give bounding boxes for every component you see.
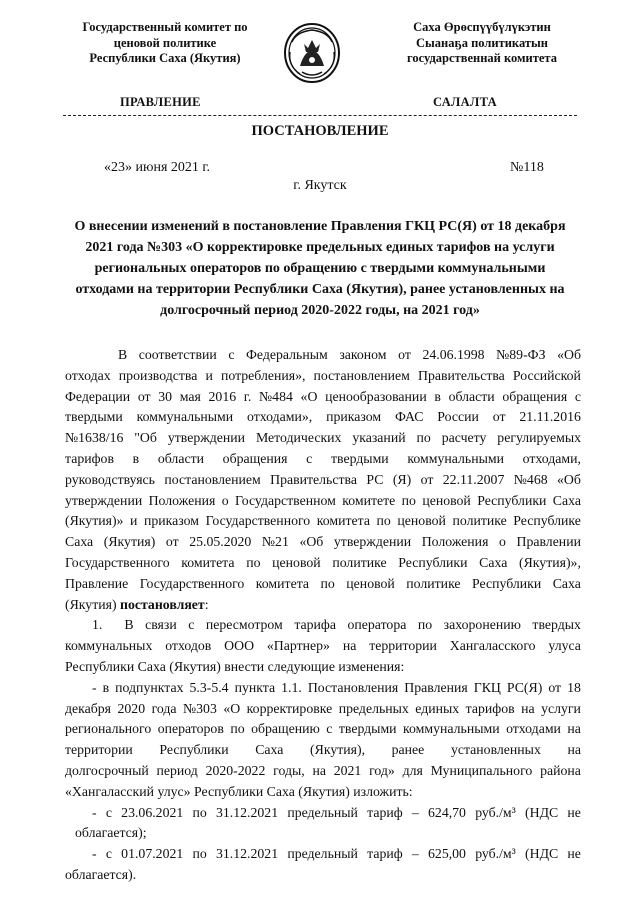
body-word: захоронению — [443, 617, 521, 633]
title-line: 2021 года №303 «О корректировке предельных единых тарифов на услуги — [85, 240, 555, 255]
body-word: №484 — [259, 388, 293, 404]
body-word: оператора — [347, 617, 407, 633]
item-line — [65, 615, 581, 636]
body-word: от — [492, 409, 506, 425]
body-word: Саха — [552, 575, 581, 591]
body-word: отходами — [506, 721, 561, 737]
body-word: тарифа — [294, 617, 336, 633]
body-word: руб./м³ — [475, 804, 516, 820]
body-word: 21.11.2016 — [519, 409, 581, 425]
body-word: (Якутия) — [103, 534, 156, 550]
body-text: Республики Саха (Якутия) внести следующие изменения: — [65, 658, 405, 674]
body-word: на — [567, 721, 581, 737]
body-word: 30 — [158, 388, 173, 404]
body-word: указаний — [352, 430, 406, 446]
body-line — [65, 636, 581, 657]
body-word: Государственного — [139, 575, 245, 591]
body-line — [65, 491, 581, 512]
body-word: твердыми — [338, 721, 397, 737]
body-word: от — [398, 347, 411, 362]
body-word: Республики — [477, 492, 547, 508]
body-word: с — [105, 804, 112, 820]
body-word: - — [92, 804, 97, 820]
body-text: облагается); — [75, 825, 147, 841]
body-word: №21 — [261, 534, 289, 550]
body-word: Методических — [255, 430, 342, 446]
body-word: в — [132, 450, 140, 466]
header-left-line: ценовой политике — [113, 35, 217, 50]
body-word: 625,00 — [428, 846, 466, 862]
body-word: предельный — [287, 846, 358, 862]
body-word: ценовой — [397, 513, 446, 529]
body-word: твердыми — [65, 409, 123, 425]
body-word: по — [417, 617, 433, 633]
body-line — [65, 699, 581, 720]
body-word: Саха — [255, 742, 284, 758]
body-word: с — [574, 388, 581, 404]
body-word: 5.3-5.4 — [189, 679, 229, 695]
body-line — [65, 553, 581, 574]
body-word: России — [437, 409, 479, 425]
body-word: в — [102, 679, 110, 695]
body-word: пункта — [234, 679, 276, 695]
body-word: на — [312, 762, 326, 778]
body-word: пересмотром — [205, 617, 283, 633]
body-line — [65, 470, 581, 491]
header-right-line: Сыанаҕа политикатын — [416, 35, 548, 50]
body-word: обращения — [222, 450, 288, 466]
body-line — [65, 449, 581, 470]
body-word: по — [192, 846, 207, 862]
body-word: 18 — [567, 679, 581, 695]
body-word: (Якутия)», — [519, 554, 581, 570]
body-word: (Я) — [392, 471, 412, 487]
body-word: Российской — [512, 367, 581, 383]
body-word: комитете — [342, 492, 396, 508]
body-word: о — [499, 534, 506, 550]
body-word: подпунктах — [115, 679, 184, 695]
body-word: в — [434, 388, 441, 404]
body-word: утверждении — [167, 430, 246, 446]
body-line — [65, 387, 581, 408]
body-word: корректировке — [246, 700, 333, 716]
body-word: с — [326, 721, 333, 737]
body-word: постановлением — [313, 367, 410, 383]
body-word: ранее — [391, 742, 425, 758]
body-word: по — [246, 554, 261, 570]
body-word: ценовой — [272, 554, 321, 570]
body-word: коммунальными — [407, 450, 504, 466]
body-word: 2021 — [333, 762, 362, 778]
body-word: Саха — [65, 534, 94, 550]
body-word: района — [540, 762, 581, 778]
body-word: утверждении — [333, 534, 412, 550]
body-word: политике — [452, 513, 507, 529]
body-line — [65, 823, 581, 844]
body-word: Федеральным — [246, 347, 328, 362]
body-line — [65, 428, 581, 449]
body-word: "Об — [134, 430, 157, 446]
body-word: год» — [369, 762, 395, 778]
body-word: 2016 — [208, 388, 237, 404]
body-word: мая — [179, 388, 201, 404]
title-line: региональных операторов по обращению с твердыми коммунальными — [94, 261, 546, 276]
body-line — [65, 740, 581, 761]
document-type: ПОСТАНОВЛЕНИЕ — [251, 123, 389, 139]
body-word: не — [567, 846, 581, 862]
body-word: по — [376, 513, 391, 529]
body-word: утверждении — [65, 492, 143, 508]
body-word: В — [118, 347, 128, 362]
body-word: Хангаласского — [449, 638, 536, 654]
body-word: Муниципального — [430, 762, 533, 778]
body-word: - — [92, 679, 97, 695]
document-date: «23» июня 2021 г. — [104, 160, 211, 175]
body-word: Правительства — [417, 367, 505, 383]
header-left-org — [40, 20, 290, 67]
body-word: для — [402, 762, 423, 778]
body-line — [65, 407, 581, 428]
body-word: с — [188, 617, 195, 633]
body-word: Правления — [404, 679, 468, 695]
header-right-org — [362, 20, 602, 67]
body-word: г. — [243, 388, 252, 404]
body-line — [65, 865, 581, 886]
body-bold-text: постановляет — [120, 596, 205, 612]
document-body — [65, 345, 581, 886]
body-word: ценообразовании — [325, 388, 427, 404]
body-word: годы, — [273, 762, 305, 778]
body-word: области — [448, 388, 495, 404]
body-word: улуса — [548, 638, 581, 654]
body-word: от — [165, 534, 179, 550]
body-word: расчету — [441, 430, 487, 446]
body-word: 22.11.2007 — [442, 471, 505, 487]
body-word: области — [157, 450, 204, 466]
body-word: 2020 — [117, 700, 146, 716]
body-word: Федерации — [65, 388, 131, 404]
document-city: г. Якутск — [293, 178, 347, 193]
body-word: твердых — [532, 617, 581, 633]
body-word: Положения — [148, 492, 216, 508]
body-line — [65, 678, 581, 699]
body-word: – — [411, 804, 419, 820]
body-word: тариф — [367, 804, 403, 820]
body-line — [65, 782, 581, 803]
body-word: – — [411, 846, 419, 862]
body-word: №1638/16 — [65, 430, 124, 446]
body-word: регулируемых — [497, 430, 581, 446]
body-word: обращения — [502, 388, 568, 404]
item-number: 1. — [92, 617, 103, 633]
body-word: период — [156, 762, 198, 778]
body-word: тарифов — [465, 700, 515, 716]
body-word: на — [521, 700, 535, 716]
body-word: В — [124, 617, 134, 633]
body-text: (Якутия) — [65, 596, 121, 612]
body-word: тариф — [367, 846, 403, 862]
header-left-line: Республики Саха (Якутия) — [89, 51, 241, 65]
body-word: единых — [415, 700, 460, 716]
body-word: Государственного — [205, 513, 311, 529]
body-line — [65, 595, 581, 616]
body-word: постановлением — [164, 471, 261, 487]
document-number: №118 — [510, 160, 544, 175]
body-word: коммунальных — [65, 638, 153, 654]
body-word: коммунальными — [403, 721, 500, 737]
body-line — [65, 719, 581, 740]
body-word: ООО — [224, 638, 255, 654]
title-line: О внесении изменений в постановление Правления ГКЦ РС(Я) от 18 декабря — [74, 219, 566, 234]
body-word: ФАС — [394, 409, 424, 425]
body-word: 01.07.2021 — [121, 846, 184, 862]
bullet-line — [65, 844, 581, 865]
body-word: предельных — [338, 700, 409, 716]
body-word: операторов — [157, 721, 224, 737]
header-right-line: государственнай комитета — [407, 51, 557, 65]
body-word: (НДС — [525, 846, 559, 862]
body-line — [65, 345, 581, 366]
body-word: и — [205, 367, 213, 383]
header-left-line: Государственный комитет по — [82, 20, 248, 34]
body-word: регионального — [65, 721, 152, 737]
body-text: облагается). — [65, 866, 137, 882]
body-word: законом — [339, 347, 387, 362]
body-word: и — [130, 513, 138, 529]
body-word: - — [92, 846, 97, 862]
body-word: политике — [332, 554, 387, 570]
body-word: «Об — [299, 534, 324, 550]
header-right-line: Саха Өрөспүүбүлүкэтин — [413, 20, 551, 34]
body-word: Государственном — [234, 492, 336, 508]
body-word: №468 — [513, 471, 548, 487]
body-word: коммунальными — [136, 409, 234, 425]
body-word: долгосрочный — [65, 762, 149, 778]
body-word: от — [420, 471, 434, 487]
body-word: «Об — [557, 471, 581, 487]
body-word: связи — [145, 617, 177, 633]
body-word: 2020-2022 — [205, 762, 266, 778]
body-word: территории — [369, 638, 437, 654]
body-word: Республики — [398, 554, 468, 570]
body-word: (Якутия)» — [65, 513, 124, 529]
body-line — [65, 761, 581, 782]
body-word: 24.06.1998 — [422, 347, 485, 362]
body-word: РС — [366, 471, 384, 487]
body-word: по — [416, 430, 431, 446]
body-word: Республике — [513, 513, 581, 529]
body-word: на — [567, 742, 581, 758]
body-word: производства — [118, 367, 198, 383]
body-word: политике — [406, 575, 461, 591]
body-word: территории — [65, 742, 133, 758]
body-word: 23.06.2021 — [121, 804, 184, 820]
title-line: долгосрочный период 2020-2022 годы, на 2021 год» — [160, 303, 480, 318]
body-word: соответствии — [138, 347, 217, 362]
body-word: от — [548, 679, 562, 695]
body-word: твердыми — [330, 450, 389, 466]
body-word: (НДС — [525, 804, 559, 820]
body-word: Республики — [159, 742, 229, 758]
body-word: ценовой — [422, 492, 471, 508]
body-word: 31.12.2021 — [216, 804, 279, 820]
body-word: комитета — [255, 575, 310, 591]
body-word: с — [228, 347, 235, 362]
body-word: с — [306, 450, 313, 466]
body-word: 25.05.2020 — [189, 534, 252, 550]
body-text: : — [204, 596, 209, 612]
body-word: с — [105, 846, 112, 862]
body-word: №303 — [183, 700, 217, 716]
body-word: Постановления — [307, 679, 399, 695]
body-word: установленных — [450, 742, 541, 758]
body-line — [65, 574, 581, 595]
body-word: обращению — [251, 721, 320, 737]
body-word: Правление — [65, 575, 129, 591]
body-word: Правлении — [516, 534, 581, 550]
body-word: отходами», — [246, 409, 313, 425]
header-right-sub: САЛАЛТА — [433, 95, 497, 109]
body-word: Положения — [421, 534, 489, 550]
item-text — [124, 615, 581, 636]
bullet-line — [65, 803, 581, 824]
body-word: о — [221, 492, 229, 508]
body-word: 1.1. — [281, 679, 302, 695]
body-word: по — [320, 575, 335, 591]
body-word: «Партнер» — [266, 638, 330, 654]
body-line — [65, 657, 581, 678]
header-left-sub: ПРАВЛЕНИЕ — [120, 95, 201, 109]
body-word: потребления», — [220, 367, 306, 383]
body-word: комитета — [316, 513, 370, 529]
body-word: по — [230, 721, 245, 737]
body-word: предельный — [287, 804, 358, 820]
body-word: руб./м³ — [475, 846, 516, 862]
body-word: (Якутия), — [310, 742, 366, 758]
body-word: тарифов — [65, 450, 114, 466]
body-word: №89-ФЗ — [496, 347, 546, 362]
body-word: Государственного — [65, 554, 170, 570]
body-word: отходами, — [522, 450, 581, 466]
body-line — [65, 511, 581, 532]
body-word: РС(Я) — [506, 679, 543, 695]
body-word: «О — [300, 388, 318, 404]
body-word: ГКЦ — [473, 679, 501, 695]
body-word: не — [567, 804, 581, 820]
body-word: года — [151, 700, 177, 716]
body-word: 31.12.2021 — [216, 846, 279, 862]
body-text: «Хангаласский улус» Республики Саха (Якутия) изложить: — [65, 783, 413, 799]
body-word: Саха — [552, 492, 581, 508]
body-line — [65, 532, 581, 553]
body-word: «Об — [557, 347, 581, 362]
coat-of-arms-emblem — [282, 22, 342, 84]
body-word: Правительства — [270, 471, 357, 487]
body-word: Республики — [472, 575, 542, 591]
body-word: ценовой — [346, 575, 395, 591]
body-word: декабря — [65, 700, 112, 716]
body-word: услуги — [541, 700, 581, 716]
body-word: на — [342, 638, 357, 654]
body-word: приказом — [143, 513, 200, 529]
body-word: комитета — [181, 554, 235, 570]
body-word: от — [137, 388, 151, 404]
body-line — [65, 366, 581, 387]
body-word: 624,70 — [428, 804, 466, 820]
separator-line — [63, 115, 577, 116]
document-title — [40, 216, 600, 321]
body-word: по — [401, 492, 416, 508]
body-word: по — [192, 804, 207, 820]
title-line: отходами на территории Республики Саха (Якутия), ранее установленных на — [75, 282, 565, 297]
body-word: «О — [223, 700, 241, 716]
body-word: Саха — [479, 554, 508, 570]
body-word: отходах — [65, 367, 111, 383]
body-word: руководствуясь — [65, 471, 155, 487]
body-word: отходов — [165, 638, 212, 654]
body-word: приказом — [326, 409, 382, 425]
